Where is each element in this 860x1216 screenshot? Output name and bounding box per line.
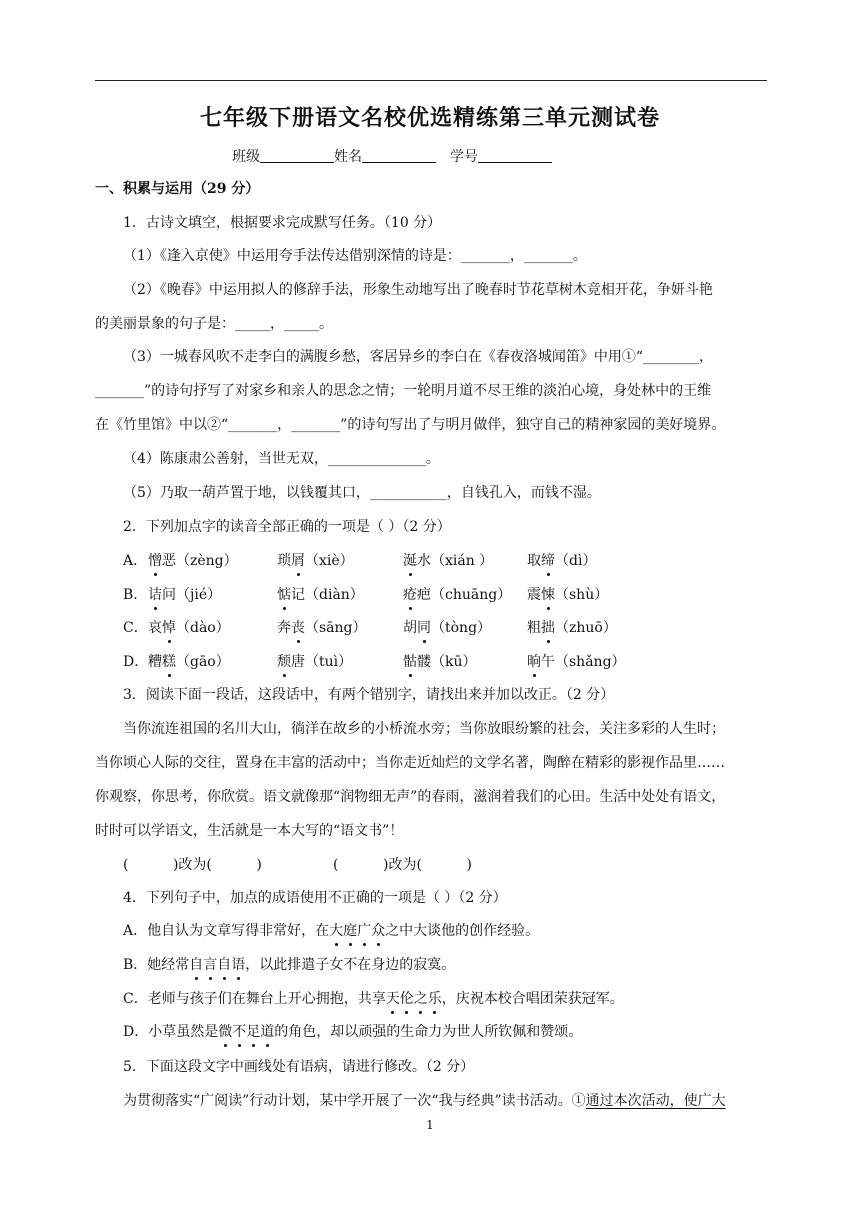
q2-option-row[interactable]: [0, 585, 860, 605]
q2-word-item: [527, 551, 596, 571]
q1-sub2-line2: 的美丽景象的句子是：_____，_____。: [95, 316, 333, 332]
q2-word-post: （sāng）: [305, 620, 367, 636]
q2-dotted-char: 悚: [541, 587, 555, 603]
q2-option-letter: C．: [123, 620, 148, 636]
q2-option-letter: B．: [123, 587, 148, 603]
q2-option-row[interactable]: [0, 551, 860, 571]
q2-word-item: [527, 585, 608, 605]
q5-stem: 5．下面这段文字中画线处有语病，请进行修改。（2 分）: [123, 1059, 475, 1075]
q4-c-idiom: [386, 991, 442, 1007]
q2-dotted-char: 悼: [162, 620, 176, 636]
q2-option-row[interactable]: [0, 618, 860, 638]
q2-dotted-char: 疮: [403, 587, 417, 603]
dotted-char: 道: [260, 1024, 275, 1040]
q3-stem: 3．阅读下面一段话，这段话中，有两个错别字，请找出来并加以改正。（2 分）: [123, 687, 615, 703]
q1-sub3-line1: （3）一城春风吹不走李白的满腹乡愁，客居异乡的李白在《春夜洛城闻笛》中用①“________，: [123, 349, 714, 365]
q4-d-post: 的角色，却以顽强的生命力为世人所钦佩和赞颂。: [274, 1024, 583, 1040]
dotted-char: 乐: [427, 991, 442, 1007]
q4-option-a[interactable]: [123, 921, 539, 941]
q2-dotted-char: 颓: [277, 654, 291, 670]
q1-sub2-line1: （2）《晚春》中运用拟人的修辞手法，形象生动地写出了晚春时节花草树木竞相开花，争妍斗艳: [123, 282, 713, 298]
q4-b-idiom: [189, 957, 245, 973]
q4-d-idiom: [218, 1024, 274, 1040]
q2-option-letter: D．: [123, 654, 149, 670]
q3-answer-blanks[interactable]: ( )改为( ) ( )改为( ): [123, 857, 472, 873]
q5-passage-text: 为贯彻落实“广阅读”行动计划，某中学开展了一次“我与经典”读书活动。①: [123, 1093, 586, 1109]
q2-word-post: 水（xián ）: [417, 553, 494, 569]
q2-dotted-char: 同: [417, 620, 431, 636]
id-blank[interactable]: [478, 148, 552, 163]
q2-dotted-char: 糕: [162, 654, 176, 670]
q2-dotted-char: 诘: [148, 587, 162, 603]
q2-word-post: （shù）: [555, 587, 609, 603]
q2-word-post: 记（diàn）: [291, 587, 364, 603]
q2-word-pre: 取: [527, 553, 541, 569]
section-heading: 一、积累与运用（29 分）: [95, 181, 260, 197]
name-label: 姓名: [334, 149, 362, 165]
q2-dotted-char: 屑: [291, 553, 305, 569]
q2-option-row[interactable]: [0, 652, 860, 672]
dotted-char: 之: [413, 991, 428, 1007]
q2-word-post: （xiè）: [305, 553, 354, 569]
dotted-char: 言: [203, 957, 218, 973]
q2-word-item: [277, 618, 367, 638]
q1-stem: 1．古诗文填空，根据要求完成默写任务。（10 分）: [123, 215, 442, 231]
q2-word-post: 髅（kū）: [417, 654, 477, 670]
dotted-char: 微: [218, 1024, 233, 1040]
dotted-char: 语: [231, 957, 246, 973]
q4-c-post: ，庆祝本校合唱团荣获冠军。: [441, 991, 624, 1007]
q1-sub5: （5）乃取一葫芦置于地，以钱覆其口，___________，自钱孔入，而钱不湿。: [123, 485, 601, 501]
q2-word-item: [403, 585, 511, 605]
q3-passage-line2: 当你顷心人际的交往，置身在丰富的活动中；当你走近灿烂的文学名著，陶醉在精彩的影视作品里……: [95, 755, 725, 771]
q4-b-pre: B．她经常: [123, 957, 190, 973]
q2-dotted-char: 晌: [527, 654, 541, 670]
page-number: 1: [426, 1118, 434, 1132]
dotted-char: 大: [329, 923, 344, 939]
q2-word-item: [148, 551, 238, 571]
q2-word-post: （gāo）: [176, 654, 230, 670]
q2-word-item: [277, 551, 354, 571]
q2-word-item: [403, 652, 477, 672]
q2-word-item: [148, 618, 230, 638]
q2-word-item: [148, 585, 221, 605]
q2-word-item: [277, 652, 352, 672]
q2-word-item: [277, 585, 364, 605]
q2-word-item: [527, 618, 617, 638]
q2-dotted-char: 缔: [541, 553, 555, 569]
page-title: 七年级下册语文名校优选精练第三单元测试卷: [199, 105, 660, 131]
dotted-char: 庭: [343, 923, 358, 939]
dotted-char: 不: [232, 1024, 247, 1040]
q2-word-pre: 琐: [277, 553, 291, 569]
q2-word-post: （tòng）: [431, 620, 492, 636]
q4-d-pre: D．小草虽然是: [123, 1024, 219, 1040]
name-blank[interactable]: [362, 148, 436, 163]
q2-word-post: 唐（tuì）: [291, 654, 353, 670]
q1-sub4: （4）陈康肃公善射，当世无双，______________。: [123, 451, 440, 467]
q2-stem: 2．下列加点字的读音全部正确的一项是（ ）（2 分）: [123, 519, 451, 535]
q2-word-item: [148, 652, 230, 672]
dotted-char: 足: [246, 1024, 261, 1040]
dotted-char: 天: [385, 991, 400, 1007]
class-label: 班级: [232, 149, 260, 165]
dotted-char: 众: [371, 923, 386, 939]
q4-c-pre: C．老师与孩子们在舞台上开心拥抱，共享: [123, 991, 386, 1007]
q1-sub1: （1）《逢入京使》中运用夸手法传达借别深情的诗是：_______，_______。: [123, 248, 587, 264]
q3-passage-line4: 时时可以学语文，生活就是一本大写的“语文书”！: [95, 823, 404, 839]
q2-dotted-char: 骷: [403, 654, 417, 670]
q2-word-pre: 震: [527, 587, 541, 603]
q2-dotted-char: 惦: [277, 587, 291, 603]
q2-dotted-char: 拙: [541, 620, 555, 636]
q4-option-b[interactable]: [123, 955, 455, 975]
q2-word-post: 问（jié）: [162, 587, 222, 603]
q2-word-post: 疤（chuāng）: [417, 587, 512, 603]
q3-passage-line3: 你观察，你思考，你欣赏。语文就像那“润物细无声”的春雨，滋润着我们的心田。生活中处处有语文，: [95, 789, 726, 805]
q4-b-post: ，以此排遣子女不在身边的寂寞。: [245, 957, 456, 973]
student-info-line: [232, 146, 552, 166]
q3-passage-line1: 当你流连祖国的名川大山，徜洋在故乡的小桥流水旁；当你放眼纷繁的社会，关注多彩的人生时；: [123, 721, 725, 737]
dotted-char: 自: [189, 957, 204, 973]
header-rule: [95, 80, 767, 81]
q2-word-post: （dì）: [555, 553, 597, 569]
q2-word-post: 恶（zèng）: [162, 553, 238, 569]
q2-option-letter: A．: [123, 553, 148, 569]
q1-sub3-line3: 在《竹里馆》中以②“_______，_______”的诗句写出了与明月做伴，独守自己的精神家园的美好境界。: [95, 417, 726, 433]
class-blank[interactable]: [260, 148, 334, 163]
q2-word-pre: 哀: [148, 620, 162, 636]
q2-word-pre: 糟: [148, 654, 162, 670]
q2-dotted-char: 憎: [148, 553, 162, 569]
q2-word-item: [403, 551, 493, 571]
q4-a-idiom: [329, 923, 385, 939]
q2-word-item: [527, 652, 626, 672]
id-label: 学号: [450, 149, 478, 165]
q2-word-post: （dào）: [176, 620, 230, 636]
q4-a-pre: A．他自认为文章写得非常好，在: [123, 923, 330, 939]
q1-sub3-line2: _______”的诗句抒写了对家乡和亲人的思念之情；一轮明月道不尽王维的淡泊心境，身处林中的王维: [95, 383, 712, 399]
q2-dotted-char: 涎: [403, 553, 417, 569]
q2-word-post: （zhuō）: [555, 620, 617, 636]
q5-passage: [123, 1091, 726, 1111]
dotted-char: 自: [217, 957, 232, 973]
q4-option-d[interactable]: [123, 1022, 582, 1042]
q2-word-pre: 奔: [277, 620, 291, 636]
q5-underlined-text: 通过本次活动，使广大: [585, 1093, 726, 1109]
q2-dotted-char: 丧: [291, 620, 305, 636]
q2-word-item: [403, 618, 491, 638]
q2-word-pre: 胡: [403, 620, 417, 636]
q4-a-post: 之中大谈他的创作经验。: [385, 923, 540, 939]
dotted-char: 广: [357, 923, 372, 939]
q4-stem: 4．下列句子中，加点的成语使用不正确的一项是（ ）（2 分）: [123, 890, 507, 906]
q4-option-c[interactable]: [123, 989, 624, 1009]
dotted-char: 伦: [399, 991, 414, 1007]
q2-word-pre: 粗: [527, 620, 541, 636]
q2-word-post: 午（shǎng）: [541, 654, 626, 670]
